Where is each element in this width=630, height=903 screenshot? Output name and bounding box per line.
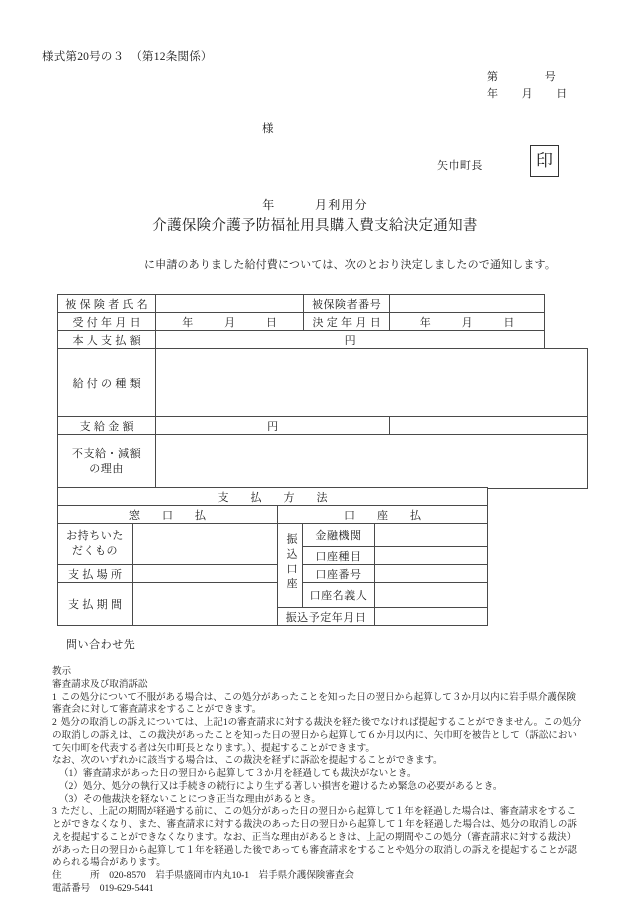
denial-reason-label-line2: の理由 (89, 462, 124, 475)
benefit-decision-table (57, 294, 588, 489)
self-payment-label: 本人支払額 (58, 331, 156, 349)
legal-sub-2: （2）処分、処分の執行又は手続きの続行により生ずる著しい損害を避けるため緊急の必要があるとき。 (59, 780, 503, 792)
legal-heading: 教示 (52, 666, 72, 677)
payment-amount-value[interactable]: 円 (156, 417, 390, 435)
insured-name-label: 被保険者氏名 (58, 295, 156, 313)
decision-date-value[interactable]: 年 月 日 (390, 313, 545, 331)
legal-sub-3: （3）その他裁決を経ないことにつき正当な理由があるとき。 (59, 793, 321, 805)
seal-stamp-box: 印 (530, 145, 559, 177)
account-holder-value[interactable] (375, 583, 488, 608)
bring-items-label-line2: だくもの (71, 545, 119, 557)
legal-sub-1: （1）審査請求があった日の翌日から起算して３か月を経過しても裁決がないとき。 (59, 768, 417, 779)
denial-reason-label-line1: 不支給・減額 (71, 447, 142, 460)
transfer-account-vertical-text: 振込口座 (284, 532, 297, 593)
legal-subheading: 審査請求及び取消訴訟 (52, 678, 148, 690)
transfer-account-vertical-label (278, 524, 303, 608)
table-row-payment-place (58, 565, 488, 583)
table-row-benefit-type (58, 349, 588, 417)
insured-number-value[interactable] (390, 295, 545, 313)
denial-reason-label (58, 435, 156, 489)
insured-name-value[interactable] (156, 295, 304, 313)
title-usage-period: 年 月利用分 (262, 198, 368, 212)
table-row-denial-reason (58, 435, 588, 489)
legal-item-2-text: 処分の取消しの訴えについては、上記1の審査請求に対する裁決を経た後でなければ提起することができません。この処分の取消しの訴えは、この裁決があったことを知った日の翌日から起算して６か月以内に、矢巾町を被告として（訴訟において矢巾町を代表する者は矢巾町長となります。）、提起することができます。 (52, 717, 582, 754)
review-board-address (52, 870, 582, 883)
phone-value: 019-629-5441 (99, 882, 154, 894)
reception-date-value[interactable]: 年 月 日 (156, 313, 304, 331)
table-row-insured (58, 295, 588, 313)
payment-method-title: 支 払 方 法 (58, 488, 488, 506)
legal-item-1-text: この処分について不服がある場合は、この処分があったことを知った日の翌日から起算して３か月以内に岩手県介護保険審査会に対して審査請求をすることができます。 (52, 691, 576, 716)
reception-date-label: 受付年月日 (58, 313, 156, 331)
table-row-payment-headers (58, 506, 488, 524)
self-payment-value[interactable]: 円 (156, 331, 545, 349)
legal-item-3-text: ただし、上記の期間が経過する前に、この処分があった日の翌日から起算して１年を経過した場合は、審査請求をすることができなくなり、また、審査請求に対する裁決のあった日の翌日から起算して１年を経過した場合は、処分の取消しの訴えを提起することができなくなります。なお、正当な理由があるときは、上記の期間やこの処分（審査請求に対する裁決）があった日の翌日から起算して１年を経過した後であっても審査請求をすることや処分の取消しの訴えを提起することが認められる場合があります。 (52, 806, 577, 869)
spacer-cell (545, 331, 588, 349)
legal-notice-block (52, 666, 582, 896)
benefit-type-value[interactable] (156, 349, 588, 417)
legal-item-3-number: 3 (52, 806, 57, 818)
table-row-dates (58, 313, 588, 331)
payment-period-value[interactable] (133, 583, 278, 626)
account-number-label: 口座番号 (303, 565, 375, 583)
address-label: 住 所 (52, 870, 100, 881)
transfer-date-value[interactable] (375, 608, 488, 626)
document-number: 第 号 (487, 71, 557, 83)
page-title: 介護保険介護予防福祉用具購入費支給決定通知書 (152, 218, 478, 234)
intro-sentence: に申請のありました給付費については、次のとおり決定しましたので通知します。 (144, 259, 557, 271)
legal-item-1-number: 1 (52, 691, 57, 703)
table-row-payment-section (58, 488, 488, 506)
payment-method-table (57, 487, 488, 626)
legal-item-2-number: 2 (52, 717, 57, 728)
account-number-value[interactable] (375, 565, 488, 583)
benefit-type-label: 給付の種類 (58, 349, 156, 417)
payment-amount-label: 支給金額 (58, 417, 156, 435)
decision-date-label: 決定年月日 (304, 313, 390, 331)
table-row-payment-period (58, 583, 488, 608)
financial-institution-value[interactable] (375, 524, 488, 547)
account-payment-header: 口 座 払 (278, 506, 488, 524)
spacer-cell (545, 313, 588, 331)
legal-item-3 (52, 806, 582, 870)
financial-institution-label: 金融機関 (303, 524, 375, 547)
insured-number-label: 被保険者番号 (304, 295, 390, 313)
legal-item-2 (52, 717, 582, 755)
phone-label: 電話番号 (52, 882, 91, 894)
payment-amount-extra[interactable] (390, 417, 588, 435)
payment-place-value[interactable] (133, 565, 278, 583)
contact-label: 問い合わせ先 (66, 639, 136, 651)
review-board-phone (52, 883, 582, 896)
bring-items-value[interactable] (133, 524, 278, 565)
account-holder-label: 口座名義人 (303, 583, 375, 608)
form-code: 様式第20号の３ （第12条関係） (42, 51, 213, 63)
account-type-value[interactable] (375, 547, 488, 565)
table-row-bring-items (58, 524, 488, 547)
addressee-honorific: 様 (262, 123, 274, 135)
payment-period-label: 支払期間 (58, 583, 133, 626)
denial-reason-value[interactable] (156, 435, 588, 489)
payment-place-label: 支払場所 (58, 565, 133, 583)
issuer-name: 矢巾町長 (437, 160, 483, 172)
legal-item-1 (52, 692, 582, 718)
account-type-label: 口座種目 (303, 547, 375, 565)
table-row-payment-amount (58, 417, 588, 435)
bring-items-label (58, 524, 133, 565)
spacer-cell (545, 295, 588, 313)
document-date: 年 月 日 (487, 88, 568, 100)
counter-payment-header: 窓 口 払 (58, 506, 278, 524)
address-value: 020-8570 岩手県盛岡市内丸10-1 岩手県介護保険審査会 (109, 870, 354, 881)
transfer-date-label: 振込予定年月日 (278, 608, 375, 626)
table-row-self-payment (58, 331, 588, 349)
bring-items-label-line1: お持ちいた (66, 530, 124, 543)
legal-item-2-note: なお、次のいずれかに該当する場合は、この裁決を経ずに訴訟を提起することができます。 (52, 755, 443, 767)
